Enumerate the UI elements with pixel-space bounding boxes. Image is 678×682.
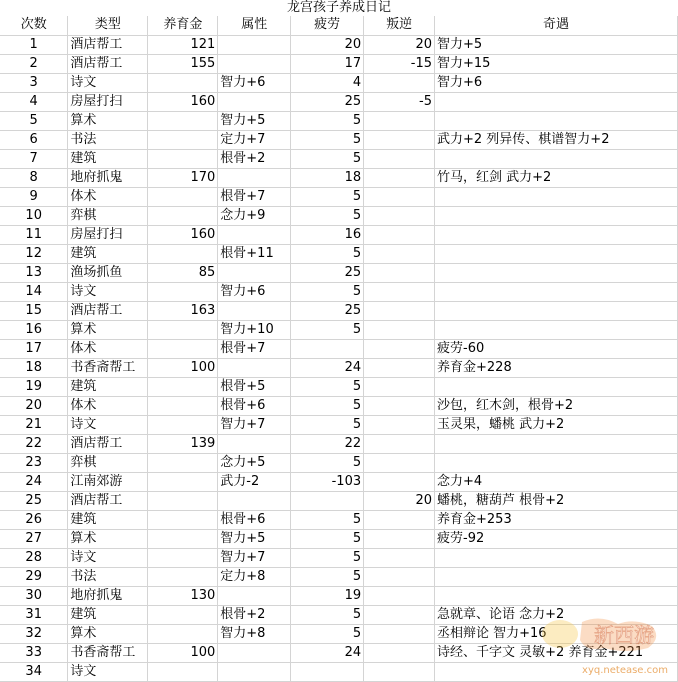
cell-type[interactable]: 体术 [68,396,148,415]
cell-fatigue[interactable]: 22 [291,434,364,453]
cell-rebellion[interactable]: 20 [364,35,435,54]
table-row [0,92,678,111]
cell-fatigue[interactable]: 5 [291,149,364,168]
cell-attribute[interactable]: 念力+9 [218,206,291,225]
header-fatigue[interactable]: 疲劳 [291,16,364,35]
header-rebellion[interactable]: 叛逆 [364,16,435,35]
cell-type[interactable]: 算术 [68,529,148,548]
cell-type[interactable]: 地府抓鬼 [68,586,148,605]
table-row [0,111,678,130]
diary-table [0,16,678,682]
cell-encounter[interactable] [435,244,678,263]
cell-count[interactable]: 10 [0,206,68,225]
cell-type[interactable]: 书法 [68,567,148,586]
cell-count[interactable]: 22 [0,434,68,453]
cell-gold[interactable] [148,339,218,358]
cell-type[interactable]: 地府抓鬼 [68,168,148,187]
cell-fatigue[interactable]: 25 [291,301,364,320]
cell-fatigue[interactable]: 5 [291,529,364,548]
cell-count[interactable]: 26 [0,510,68,529]
cell-attribute[interactable] [218,92,291,111]
cell-encounter[interactable] [435,320,678,339]
cell-rebellion[interactable] [364,168,435,187]
table-row [0,377,678,396]
cell-gold[interactable] [148,662,218,681]
cell-fatigue[interactable]: 5 [291,510,364,529]
cell-attribute[interactable]: 智力+6 [218,282,291,301]
cell-rebellion[interactable] [364,567,435,586]
table-row [0,586,678,605]
cell-encounter[interactable]: 智力+5 [435,35,678,54]
cell-count[interactable]: 2 [0,54,68,73]
cell-count[interactable]: 13 [0,263,68,282]
cell-count[interactable]: 34 [0,662,68,681]
cell-gold[interactable]: 170 [148,168,218,187]
header-type[interactable]: 类型 [68,16,148,35]
cell-fatigue[interactable] [291,339,364,358]
cell-fatigue[interactable]: 5 [291,567,364,586]
table-row [0,35,678,54]
cell-count[interactable]: 5 [0,111,68,130]
cell-rebellion[interactable] [364,282,435,301]
cell-encounter[interactable] [435,92,678,111]
table-row [0,301,678,320]
cell-count[interactable]: 16 [0,320,68,339]
cell-fatigue[interactable]: 20 [291,35,364,54]
cell-fatigue[interactable]: 5 [291,244,364,263]
cell-attribute[interactable]: 定力+7 [218,130,291,149]
cell-rebellion[interactable] [364,415,435,434]
cell-gold[interactable]: 100 [148,358,218,377]
cell-rebellion[interactable] [364,263,435,282]
cell-gold[interactable] [148,206,218,225]
cell-rebellion[interactable] [364,244,435,263]
cell-type[interactable]: 体术 [68,339,148,358]
cell-attribute[interactable]: 根骨+6 [218,396,291,415]
cell-fatigue[interactable]: 5 [291,377,364,396]
cell-count[interactable]: 1 [0,35,68,54]
cell-count[interactable]: 4 [0,92,68,111]
cell-encounter[interactable] [435,263,678,282]
cell-attribute[interactable]: 根骨+11 [218,244,291,263]
cell-encounter[interactable] [435,225,678,244]
cell-gold[interactable] [148,282,218,301]
cell-fatigue[interactable]: 5 [291,396,364,415]
table-row [0,548,678,567]
cell-type[interactable]: 酒店帮工 [68,54,148,73]
cell-fatigue[interactable]: 5 [291,605,364,624]
cell-encounter[interactable] [435,187,678,206]
cell-rebellion[interactable] [364,358,435,377]
cell-fatigue[interactable]: 18 [291,168,364,187]
cell-rebellion[interactable] [364,643,435,662]
cell-rebellion[interactable] [364,586,435,605]
cell-gold[interactable] [148,149,218,168]
cell-type[interactable]: 诗文 [68,548,148,567]
cell-type[interactable]: 算术 [68,111,148,130]
table-row [0,491,678,510]
cell-rebellion[interactable] [364,377,435,396]
cell-gold[interactable]: 100 [148,643,218,662]
cell-encounter[interactable] [435,111,678,130]
cell-encounter[interactable]: 丞相辩论 智力+16 [435,624,678,643]
cell-gold[interactable] [148,73,218,92]
table-row [0,206,678,225]
cell-encounter[interactable]: 疲劳-60 [435,339,678,358]
cell-encounter[interactable]: 念力+4 [435,472,678,491]
cell-encounter[interactable]: 诗经、千字文 灵敏+2 养育金+221 [435,643,678,662]
cell-fatigue[interactable]: 25 [291,263,364,282]
cell-gold[interactable]: 155 [148,54,218,73]
cell-encounter[interactable]: 玉灵果，蟠桃 武力+2 [435,415,678,434]
table-row [0,244,678,263]
cell-attribute[interactable]: 智力+10 [218,320,291,339]
cell-type[interactable]: 书香斋帮工 [68,358,148,377]
cell-count[interactable]: 18 [0,358,68,377]
cell-type[interactable]: 弈棋 [68,206,148,225]
cell-fatigue[interactable]: 5 [291,130,364,149]
cell-rebellion[interactable] [364,548,435,567]
cell-count[interactable]: 21 [0,415,68,434]
cell-rebellion[interactable] [364,73,435,92]
cell-fatigue[interactable]: 24 [291,358,364,377]
table-row [0,529,678,548]
cell-type[interactable]: 酒店帮工 [68,35,148,54]
cell-attribute[interactable] [218,662,291,681]
cell-rebellion[interactable] [364,510,435,529]
cell-type[interactable]: 弈棋 [68,453,148,472]
cell-type[interactable]: 建筑 [68,149,148,168]
cell-rebellion[interactable] [364,111,435,130]
cell-count[interactable]: 30 [0,586,68,605]
cell-fatigue[interactable]: 5 [291,206,364,225]
cell-attribute[interactable]: 念力+5 [218,453,291,472]
cell-attribute[interactable]: 智力+8 [218,624,291,643]
cell-count[interactable]: 6 [0,130,68,149]
cell-gold[interactable] [148,187,218,206]
cell-count[interactable]: 14 [0,282,68,301]
cell-type[interactable]: 建筑 [68,510,148,529]
cell-encounter[interactable]: 养育金+253 [435,510,678,529]
cell-attribute[interactable] [218,263,291,282]
cell-attribute[interactable] [218,54,291,73]
cell-rebellion[interactable] [364,339,435,358]
cell-attribute[interactable]: 根骨+6 [218,510,291,529]
cell-gold[interactable]: 85 [148,263,218,282]
cell-rebellion[interactable] [364,225,435,244]
cell-rebellion[interactable]: -5 [364,92,435,111]
cell-rebellion[interactable] [364,149,435,168]
cell-count[interactable]: 29 [0,567,68,586]
cell-attribute[interactable] [218,225,291,244]
header-gold[interactable]: 养育金 [148,16,218,35]
cell-fatigue[interactable]: 5 [291,624,364,643]
header-row [0,16,678,35]
cell-gold[interactable] [148,491,218,510]
cell-encounter[interactable]: 竹马，红剑 武力+2 [435,168,678,187]
cell-type[interactable]: 江南郊游 [68,472,148,491]
sheet-title: 龙宫孩子养成日记 [286,0,391,15]
cell-encounter[interactable] [435,453,678,472]
cell-fatigue[interactable]: 4 [291,73,364,92]
cell-fatigue[interactable]: 24 [291,643,364,662]
cell-fatigue[interactable]: 19 [291,586,364,605]
cell-attribute[interactable]: 智力+7 [218,415,291,434]
cell-attribute[interactable]: 武力-2 [218,472,291,491]
cell-gold[interactable] [148,130,218,149]
cell-gold[interactable] [148,548,218,567]
cell-fatigue[interactable]: 5 [291,415,364,434]
cell-type[interactable]: 建筑 [68,377,148,396]
cell-count[interactable]: 31 [0,605,68,624]
cell-type[interactable]: 建筑 [68,605,148,624]
cell-fatigue[interactable]: 5 [291,548,364,567]
cell-encounter[interactable]: 养育金+228 [435,358,678,377]
cell-encounter[interactable]: 智力+15 [435,54,678,73]
cell-type[interactable]: 建筑 [68,244,148,263]
cell-fatigue[interactable] [291,491,364,510]
cell-fatigue[interactable]: 25 [291,92,364,111]
cell-gold[interactable] [148,624,218,643]
watermark-logo [530,612,670,656]
cell-encounter[interactable] [435,586,678,605]
table-row [0,149,678,168]
table-row [0,225,678,244]
table-row [0,130,678,149]
cell-encounter[interactable] [435,548,678,567]
cell-type[interactable]: 书香斋帮工 [68,643,148,662]
cell-rebellion[interactable] [364,662,435,681]
cell-encounter[interactable] [435,282,678,301]
cell-attribute[interactable]: 智力+5 [218,111,291,130]
cell-gold[interactable] [148,320,218,339]
cell-rebellion[interactable] [364,320,435,339]
cell-fatigue[interactable]: 5 [291,111,364,130]
cell-attribute[interactable] [218,168,291,187]
cell-type[interactable]: 酒店帮工 [68,301,148,320]
cell-type[interactable]: 诗文 [68,415,148,434]
table-row [0,453,678,472]
cell-gold[interactable]: 121 [148,35,218,54]
cell-attribute[interactable]: 根骨+2 [218,605,291,624]
cell-gold[interactable] [148,111,218,130]
cell-type[interactable]: 酒店帮工 [68,434,148,453]
cell-count[interactable]: 17 [0,339,68,358]
cell-count[interactable]: 20 [0,396,68,415]
cell-type[interactable]: 算术 [68,624,148,643]
cell-count[interactable]: 32 [0,624,68,643]
cell-gold[interactable] [148,244,218,263]
cell-fatigue[interactable] [291,662,364,681]
cell-fatigue[interactable]: -103 [291,472,364,491]
table-row [0,168,678,187]
cell-type[interactable]: 诗文 [68,73,148,92]
table-row [0,472,678,491]
cell-attribute[interactable] [218,301,291,320]
cell-type[interactable]: 房屋打扫 [68,225,148,244]
cell-count[interactable]: 15 [0,301,68,320]
cell-gold[interactable]: 130 [148,586,218,605]
cell-fatigue[interactable]: 5 [291,187,364,206]
cell-count[interactable]: 27 [0,529,68,548]
watermark-text: 新西游 [594,623,654,647]
cell-type[interactable]: 体术 [68,187,148,206]
table-row [0,510,678,529]
table-row [0,567,678,586]
cell-type[interactable]: 渔场抓鱼 [68,263,148,282]
table-row [0,434,678,453]
table-row [0,339,678,358]
cell-encounter[interactable]: 疲劳-92 [435,529,678,548]
cell-attribute[interactable] [218,643,291,662]
cell-rebellion[interactable] [364,434,435,453]
cell-type[interactable]: 算术 [68,320,148,339]
cell-count[interactable]: 19 [0,377,68,396]
cell-rebellion[interactable] [364,472,435,491]
cell-fatigue[interactable]: 5 [291,453,364,472]
cell-encounter[interactable]: 蟠桃，糖葫芦 根骨+2 [435,491,678,510]
cell-encounter[interactable]: 智力+6 [435,73,678,92]
cell-rebellion[interactable] [364,187,435,206]
cell-attribute[interactable]: 根骨+7 [218,187,291,206]
cell-count[interactable]: 25 [0,491,68,510]
table-row [0,187,678,206]
cell-gold[interactable] [148,605,218,624]
cell-count[interactable]: 28 [0,548,68,567]
table-row [0,358,678,377]
cell-fatigue[interactable]: 16 [291,225,364,244]
cell-encounter[interactable]: 急就章、论语 念力+2 [435,605,678,624]
cell-gold[interactable] [148,396,218,415]
cell-gold[interactable]: 160 [148,225,218,244]
cell-fatigue[interactable]: 17 [291,54,364,73]
cell-fatigue[interactable]: 5 [291,320,364,339]
cell-gold[interactable] [148,415,218,434]
cell-attribute[interactable]: 根骨+2 [218,149,291,168]
cell-gold[interactable] [148,453,218,472]
cell-type[interactable]: 书法 [68,130,148,149]
cell-gold[interactable] [148,510,218,529]
table-row [0,282,678,301]
cell-count[interactable]: 9 [0,187,68,206]
cell-gold[interactable] [148,529,218,548]
cell-attribute[interactable]: 定力+8 [218,567,291,586]
cell-encounter[interactable] [435,301,678,320]
table-row [0,415,678,434]
cell-gold[interactable] [148,377,218,396]
cell-fatigue[interactable]: 5 [291,282,364,301]
cell-count[interactable]: 12 [0,244,68,263]
cell-attribute[interactable]: 智力+5 [218,529,291,548]
cell-rebellion[interactable] [364,206,435,225]
cell-rebellion[interactable] [364,301,435,320]
table-row [0,662,678,681]
cell-encounter[interactable]: 沙包，红木剑，根骨+2 [435,396,678,415]
cell-encounter[interactable] [435,149,678,168]
cell-attribute[interactable] [218,586,291,605]
cell-attribute[interactable] [218,491,291,510]
header-encounter[interactable]: 奇遇 [435,16,678,35]
cell-gold[interactable]: 163 [148,301,218,320]
cell-rebellion[interactable]: 20 [364,491,435,510]
cell-encounter[interactable] [435,434,678,453]
cell-encounter[interactable] [435,377,678,396]
header-count[interactable]: 次数 [0,16,68,35]
cell-rebellion[interactable] [364,130,435,149]
cell-count[interactable]: 24 [0,472,68,491]
cell-rebellion[interactable] [364,605,435,624]
cell-attribute[interactable]: 智力+7 [218,548,291,567]
cell-count[interactable]: 23 [0,453,68,472]
table-row [0,396,678,415]
cell-rebellion[interactable] [364,453,435,472]
cell-count[interactable]: 11 [0,225,68,244]
cell-type[interactable]: 房屋打扫 [68,92,148,111]
table-row [0,263,678,282]
cell-rebellion[interactable] [364,529,435,548]
cell-gold[interactable] [148,567,218,586]
cell-rebellion[interactable] [364,624,435,643]
cell-encounter[interactable]: 武力+2 列异传、棋谱智力+2 [435,130,678,149]
cell-rebellion[interactable] [364,396,435,415]
table-row [0,54,678,73]
cell-gold[interactable] [148,472,218,491]
watermark-url: xyq.netease.com [582,665,668,676]
cell-count[interactable]: 8 [0,168,68,187]
cell-attribute[interactable]: 根骨+7 [218,339,291,358]
cell-type[interactable]: 酒店帮工 [68,491,148,510]
cell-attribute[interactable]: 根骨+5 [218,377,291,396]
cell-gold[interactable]: 160 [148,92,218,111]
table-row [0,73,678,92]
header-attribute[interactable]: 属性 [218,16,291,35]
cell-attribute[interactable]: 智力+6 [218,73,291,92]
cell-attribute[interactable] [218,434,291,453]
cell-count[interactable]: 33 [0,643,68,662]
cell-count[interactable]: 3 [0,73,68,92]
cell-gold[interactable]: 139 [148,434,218,453]
cell-rebellion[interactable]: -15 [364,54,435,73]
cell-count[interactable]: 7 [0,149,68,168]
cell-encounter[interactable] [435,567,678,586]
cell-type[interactable]: 诗文 [68,662,148,681]
table-row [0,320,678,339]
cell-encounter[interactable] [435,206,678,225]
cell-type[interactable]: 诗文 [68,282,148,301]
cell-attribute[interactable] [218,35,291,54]
cell-attribute[interactable] [218,358,291,377]
